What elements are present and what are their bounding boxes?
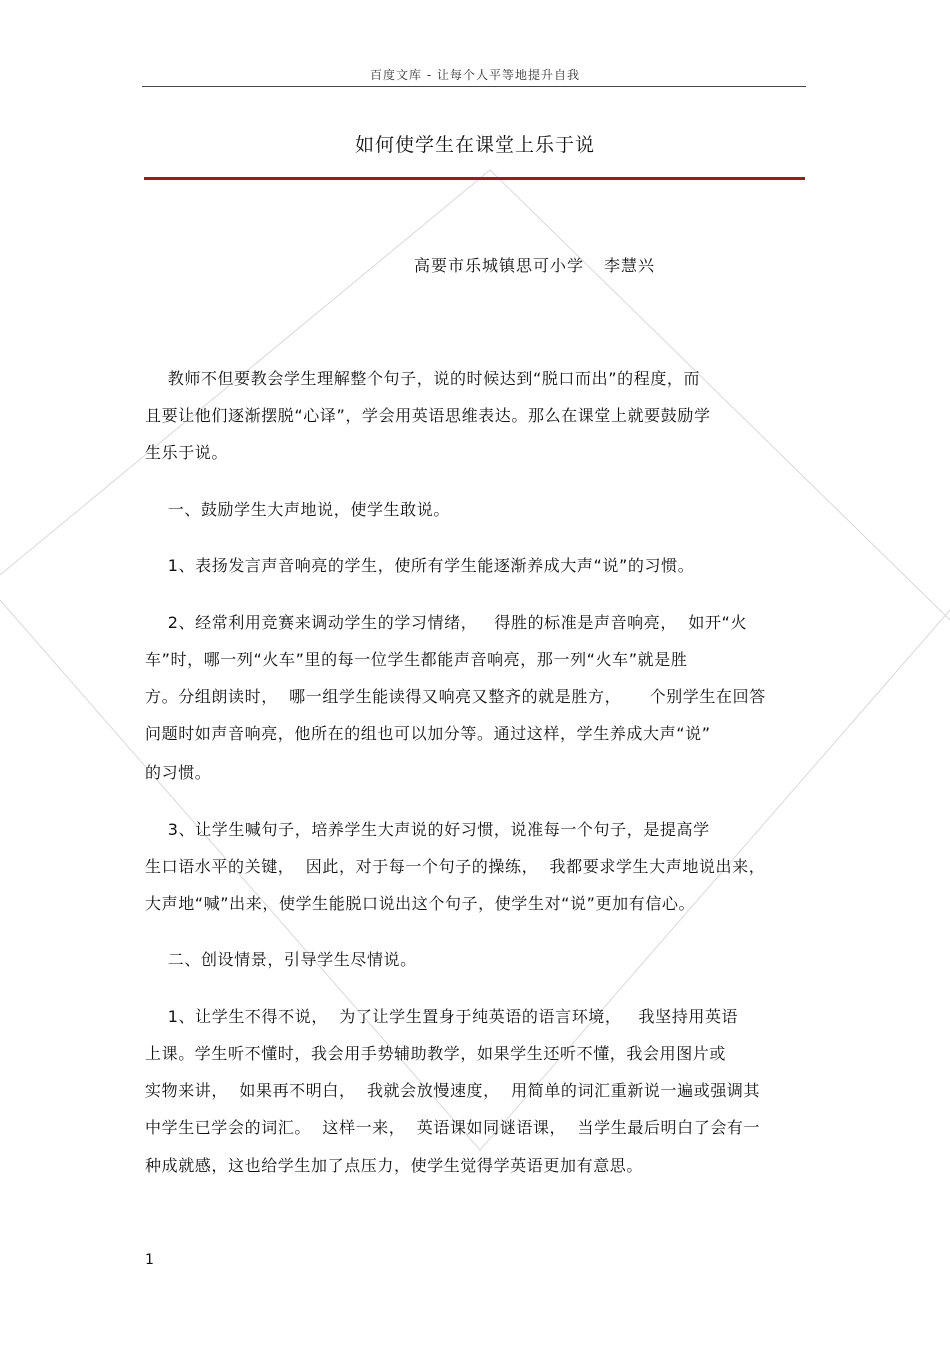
body-line: 且要让他们逐渐摆脱“心译”，学会用英语思维表达。那么在课堂上就要鼓励学: [145, 406, 711, 425]
body-line: 车”时，哪一列“火车”里的每一位学生都能声音响亮，那一列“火车”就是胜: [145, 650, 688, 669]
body-line: 上课。学生听不懂时，我会用手势辅助教学，如果学生还听不懂，我会用图片或: [145, 1044, 727, 1063]
body-line: 方。分组朗读时， 哪一组学生能读得又响亮又整齐的就是胜方， 个别学生在回答: [145, 687, 766, 706]
body-line: 生乐于说。: [145, 443, 229, 462]
title-divider: [144, 177, 805, 180]
author-name: 李慧兴: [604, 256, 656, 275]
author-school: 高要市乐城镇思可小学: [414, 256, 585, 275]
body-line: 种成就感，这也给学生加了点压力，使学生觉得学英语更加有意思。: [145, 1156, 644, 1175]
body-line: 实物来讲， 如果再不明白， 我就会放慢速度， 用简单的词汇重新说一遍或强调其: [145, 1081, 761, 1100]
page-number: 1: [145, 1252, 154, 1268]
body-line: 1、表扬发言声音响亮的学生，使所有学生能逐渐养成大声“说”的习惯。: [145, 556, 695, 575]
author-line: [414, 253, 655, 276]
body-line: 教师不但要教会学生理解整个句子，说的时候达到“脱口而出”的程度，而: [145, 369, 701, 388]
body-line: 问题时如声音响亮，他所在的组也可以加分等。通过这样，学生养成大声“说”: [145, 724, 711, 743]
header-divider: [142, 86, 806, 87]
body-line: 2、经常利用竞赛来调动学生的学习情绪， 得胜的标准是声音响亮， 如开“火: [145, 613, 748, 632]
body-line: 1、让学生不得不说， 为了让学生置身于纯英语的语言环境， 我坚持用英语: [145, 1007, 739, 1026]
section-heading: 二、创设情景，引导学生尽情说。: [145, 950, 417, 969]
body-line: 的习惯。: [145, 763, 212, 782]
body-line: 生口语水平的关键， 因此，对于每一个句子的操练， 我都要求学生大声地说出来，: [145, 857, 766, 876]
running-header: 百度文库 - 让每个人平等地提升自我: [370, 68, 580, 82]
section-heading: 一、鼓励学生大声地说，使学生敢说。: [145, 500, 450, 519]
document-title: 如何使学生在课堂上乐于说: [354, 134, 595, 156]
body-line: 大声地“喊”出来，使学生能脱口说出这个句子，使学生对“说”更加有信心。: [145, 894, 696, 913]
body-line: 中学生已学会的词汇。 这样一来， 英语课如同谜语课， 当学生最后明白了会有一: [145, 1118, 761, 1137]
body-line: 3、让学生喊句子，培养学生大声说的好习惯，说准每一个句子，是提高学: [145, 820, 710, 839]
